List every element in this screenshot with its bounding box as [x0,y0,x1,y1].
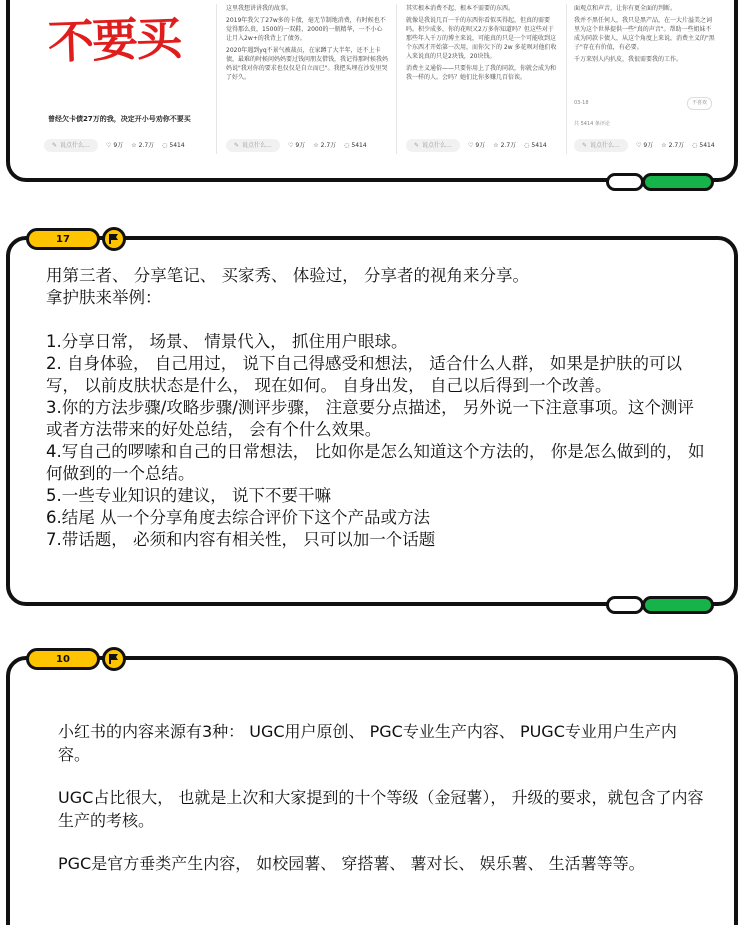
divider [396,4,397,154]
list-item: 7.带话题， 必须和内容有相关性， 只可以加一个话题 [46,530,436,549]
card-badge [26,227,130,251]
like-button[interactable]: ♡ 9万 [468,141,486,149]
star-button[interactable]: ☆ 2.7万 [661,141,685,149]
divider [566,4,567,154]
comment-count: 共 5414 条评论 [574,121,610,127]
post-actions [226,138,388,152]
badge-number: 17 [26,228,100,250]
comment-button[interactable]: ◌ 5414 [524,141,547,149]
toggle-white-pill [606,596,644,614]
list-item: 2. 自身体验， 自己用过， 说下自己得感受和想法， 适合什么人群， 如果是护肤的可以写， 以前皮肤状态是什么， 现在如何。 自身出发， 自己以后得到一个改善。 [46,354,682,395]
card-body [58,720,708,895]
divider [216,4,217,154]
flag-icon [102,647,126,671]
pencil-icon: ✎ [52,141,58,149]
star-icon: ☆ [131,141,137,149]
post-date: 03-18 [574,100,589,106]
card-toggle-2[interactable] [606,596,714,614]
like-button[interactable]: ♡ 9万 [288,141,306,149]
post-actions [574,138,716,152]
like-button[interactable]: ♡ 9万 [636,141,654,149]
post-cover-text: 不要买 [47,10,181,70]
post-text: 其实根本消费不起、根本不需要的东西。 就像是我说几百一千的东西你看似买得起，但真的需要吗。积少成多，你的花呗又2万多你知道吗？但这些对于那些年入千万的博主来说，可能真的只是一个可能收到这个东西才开始第一次用，而你欠下的 2w 多花呗对他们收入来说真的只是2块钱，20块钱。 消费主义通俗——只要你用上了我的同款，你就会成为和我一样的人。会吗？她们比你多赚几百倍诶。 [406,5,557,81]
post-text: 这里我想讲讲我的故事。 2019年我欠了27w多的卡债，毫无节制地消费，有时候也不觉得那么贵，1500的一双鞋，2000的一瓶精华，一不小心让月入2w+的我背上了债务。 2020年遇到yq不景气被裁员，在家蹲了大半年，还不上卡债，最难的时候问妈妈要过钱问朋友借钱，我记得那时候我妈妈说"我对你的要求也仅仅是自立而已"。我把头埋在沙发里哭了好久。 [226,5,389,81]
tips-card-17 [6,233,738,606]
paragraph: PGC是官方垂类产生内容， 如校园薯、 穿搭薯、 薯对长、 娱乐薯、 生活薯等等。 [58,854,645,873]
comment-input[interactable]: ✎ 说点什么... [226,139,280,152]
post-preview-card [6,0,738,182]
post-actions [406,138,558,152]
toggle-green-pill [642,173,714,191]
list-item: 3.你的方法步骤/攻略步骤/测评步骤， 注意要分点描述， 另外说一下注意事项。这个测评或者方法带来的好处总结， 会有个什么效果。 [46,398,694,439]
toggle-white-pill [606,173,644,191]
heart-icon: ♡ [106,141,112,149]
badge-number: 10 [26,648,100,670]
comment-input[interactable]: ✎ 说点什么... [44,139,98,152]
flag-icon [102,227,126,251]
paragraph: UGC占比很大， 也就是上次和大家提到的十个等级（金冠薯）， 升级的要求，就包含了内容生产的考核。 [58,788,704,830]
star-icon: ☆ [493,141,499,149]
card-toggle-1[interactable] [606,173,714,191]
star-button[interactable]: ☆ 2.7万 [313,141,337,149]
like-button[interactable]: ♡ 9万 [106,141,124,149]
heart-icon: ♡ [636,141,642,149]
pencil-icon: ✎ [234,141,240,149]
comment-button[interactable]: ◌ 5414 [162,141,185,149]
comment-button[interactable]: ◌ 5414 [692,141,715,149]
list-item: 6.结尾 从一个分享角度去综合评价下这个产品或方法 [46,508,430,527]
list-item: 5.一些专业知识的建议， 说下不要干嘛 [46,486,331,505]
list-item: 1.分享日常， 场景、 情景代入， 抓住用户眼球。 [46,332,408,351]
post-column-4 [570,4,720,152]
star-button[interactable]: ☆ 2.7万 [493,141,517,149]
comment-button[interactable]: ◌ 5414 [344,141,367,149]
chat-icon: ◌ [692,141,698,149]
post-column-3 [402,4,562,152]
heart-icon: ♡ [468,141,474,149]
card-badge [26,647,130,671]
star-icon: ☆ [661,141,667,149]
chat-icon: ◌ [344,141,350,149]
post-column-2 [222,4,392,152]
post-actions [44,138,206,152]
pencil-icon: ✎ [582,141,588,149]
dislike-button[interactable]: 不喜欢 [687,97,712,110]
comment-input[interactable]: ✎ 说点什么... [574,139,628,152]
star-button[interactable]: ☆ 2.7万 [131,141,155,149]
chat-icon: ◌ [162,141,168,149]
card-body: 用第三者、 分享笔记、 买家秀、 体验过， 分享者的视角来分享。 拿护肤来举例： 1.分享日常， 场景、 情景代入， 抓住用户眼球。 2. 自身体验， 自己用过， 说下自己得感受和想法， 适合什么人群， 如果是护肤的可以写， 以前皮肤状态是什么， 现在如何。 自身出发， 自己以后得到一个改善。 3.你的方法步骤/攻略步骤/测评步骤， 注意要分点描述， 另外说一下注意事项。这个测评或者方法带来的好处总结， 会有个什么效果。 4.写自己的啰嗦和自己的日常想法， 比如你是怎么知道这个方法的， 你是怎么做到的， 如何做到的一个总结。 5.一些专业知识的建议， 说下不要干嘛 6.结尾 从一个分享角度去综合评价下这个产品或方法 7.带话题， 必须和内容有相关性， 只可以加一个话题 [46,266,705,549]
post-text: 面观点和声音，让你有更全面的判断。 我并不黑任何人，我只是黑产品，在一大片溢美之词里为这个世界提供一些"真的声音"。帮助一些姐妹不成为同款卡债人，从这个角度上来说，消费主义的"黑子"存在有价值，有必要。 千万来别人内扒皮，我很需要我的工作。 [574,5,715,63]
comment-input[interactable]: ✎ 说点什么... [406,139,460,152]
list-item: 4.写自己的啰嗦和自己的日常想法， 比如你是怎么知道这个方法的， 你是怎么做到的， 如何做到的一个总结。 [46,442,705,483]
heart-icon: ♡ [288,141,294,149]
star-icon: ☆ [313,141,319,149]
post-column-1 [40,4,210,152]
paragraph: 小红书的内容来源有3种： UGC用户原创、 PGC专业生产内容、 PUGC专业用户生产内容。 [58,722,677,764]
chat-icon: ◌ [524,141,530,149]
content-source-card-10 [6,653,738,925]
pencil-icon: ✎ [414,141,420,149]
post-caption: 曾经欠卡债27万的我，决定开小号劝你不要买 [48,115,191,123]
toggle-green-pill [642,596,714,614]
